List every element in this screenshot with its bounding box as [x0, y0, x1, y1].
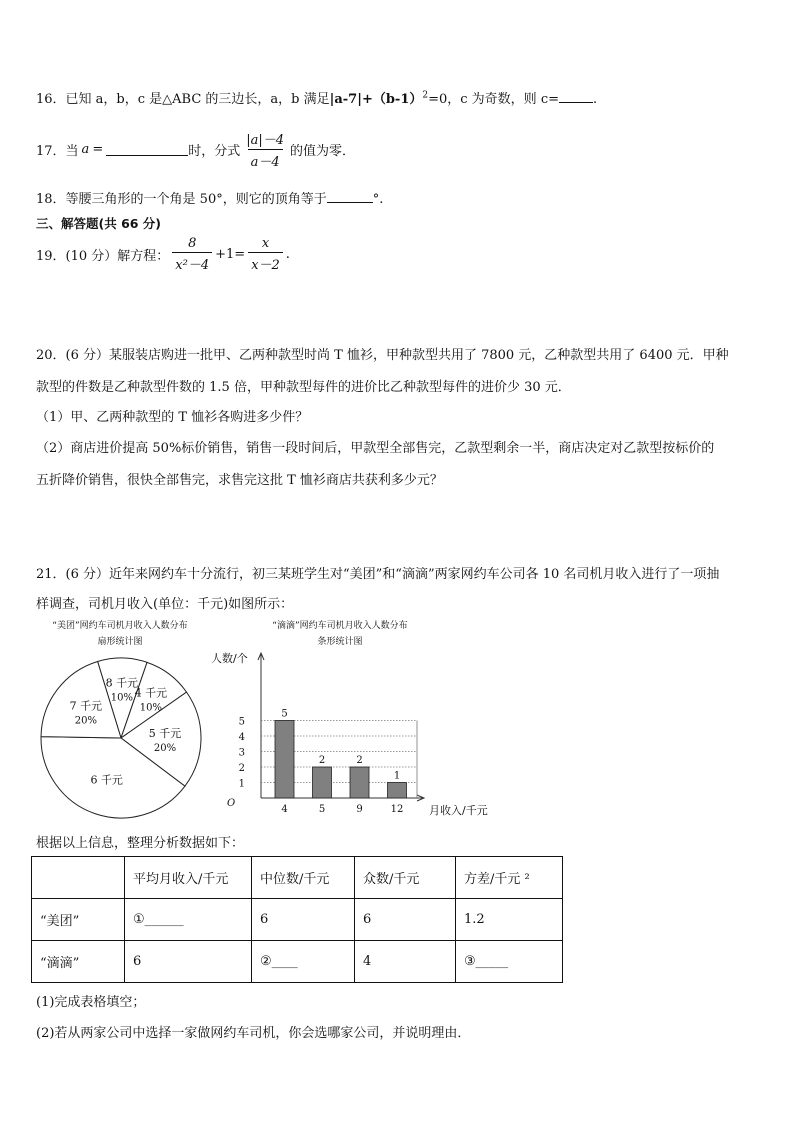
fraction: $\frac{x}{x-2}$ [248, 236, 283, 273]
table-header-cell: 平均月收入/千元 [125, 857, 252, 899]
bar-chart-subtitle: 条形统计图 [317, 637, 363, 647]
y-axis-label: 人数/个 [211, 652, 248, 665]
bar [313, 767, 332, 798]
table-cell[interactable]: ③_____ [456, 941, 563, 983]
section-heading: 三、解答题(共 66 分) [36, 216, 162, 231]
table-cell[interactable]: ①______ [125, 899, 252, 941]
table-header-cell: 中位数/千元 [252, 857, 355, 899]
data-table [31, 856, 563, 983]
answer-blank[interactable] [327, 202, 373, 203]
pie-chart [36, 650, 211, 820]
pie-slice-percent: 20% [153, 742, 177, 754]
table-header-row [32, 857, 563, 899]
table-row [32, 941, 563, 983]
abs-expression: |a-7|+（b-1） [329, 92, 423, 107]
question-18: 18．等腰三角形的一个角是 50°，则它的顶角等于 °. [36, 192, 384, 207]
question-21-line-1: 21．(6 分）近年来网约车十分流行，初三某班学生对“美团”和“滴滴”两家网约车公司各 10 名司机月收入进行了一项抽 [36, 567, 720, 582]
x-tick-label: 4 [281, 804, 288, 815]
question-20-part-2: （2）商店进价提高 50%标价销售，销售一段时间后，甲款型全部售完，乙款型剩余一半，商店决定对乙款型按标价的 [36, 441, 715, 456]
table-cell: 1.2 [456, 899, 563, 941]
bar-value-label: 2 [356, 755, 363, 766]
question-16: 16．已知 a，b，c 是△ABC 的三边长，a，b 满足$|a-7|+(b-1)^2=0$，c 为奇数，则 c= . [36, 90, 598, 107]
x-tick-label: 12 [390, 804, 404, 815]
bar-value-label: 2 [318, 755, 326, 766]
pie-slice-label: 7 千元 [69, 699, 103, 713]
y-tick-label: 5 [238, 716, 245, 728]
pie-slice-label: 5 千元 [148, 726, 182, 740]
y-tick-label: 3 [238, 747, 245, 759]
fraction: $\frac{|a|-4}{a-4}$ [246, 132, 285, 170]
question-20-line-2: 款型的件数是乙种款型件数的 1.5 倍，甲种款型每件的进价比乙种款型每件的进价少 30 元． [36, 380, 571, 395]
table-row [32, 899, 563, 941]
bar-chart-title: “滴滴”网约车司机月收入人数分布 [272, 621, 408, 631]
bar [388, 783, 407, 799]
table-cell: “美团” [32, 899, 125, 941]
question-19: 19．(10 分）解方程： $\frac{8}{\text{x²－4}}$ +1= $\frac{x}{x-2}$ . [36, 235, 290, 273]
question-21-part-2: (2)若从两家公司中选择一家做网约车司机，你会选哪家公司，并说明理由． [36, 1026, 471, 1041]
table-header-cell: 众数/千元 [355, 857, 456, 899]
pie-slice-percent: 10% [139, 702, 163, 714]
y-tick-label: 1 [238, 778, 245, 790]
y-tick-label: 4 [238, 732, 245, 743]
table-cell: “滴滴” [32, 941, 125, 983]
question-20-line-1: 20．(6 分）某服装店购进一批甲、乙两种款型时尚 T 恤衫，甲种款型共用了 7800 元，乙种款型共用了 6400 元．甲种 [36, 348, 729, 363]
answer-blank[interactable] [559, 102, 593, 103]
pie-chart-title: “美团”网约车司机月收入人数分布 [52, 621, 188, 631]
bar-chart [205, 648, 505, 828]
answer-blank[interactable] [106, 155, 188, 156]
question-21-part-1: (1)完成表格填空； [36, 995, 146, 1010]
pie-slice-percent: 20% [74, 715, 98, 727]
fraction: $\frac{8}{\text{x²－4}}$ [172, 236, 212, 273]
table-cell: 6 [125, 941, 252, 983]
x-tick-label: 5 [318, 804, 326, 815]
table-header-cell: 方差/千元 ² [456, 857, 563, 899]
table-header-cell [32, 857, 125, 899]
question-20-part-2-cont: 五折降价销售，很快全部售完，求售完这批 T 恤衫商店共获利多少元？ [36, 473, 443, 488]
question-20-part-1: （1）甲、乙两种款型的 T 恤衫各购进多少件？ [36, 410, 309, 425]
table-cell[interactable]: ②____ [252, 941, 355, 983]
origin-label: O [227, 798, 236, 809]
x-axis-label: 月收入/千元 [429, 804, 488, 817]
table-cell: 4 [355, 941, 456, 983]
table-cell: 6 [252, 899, 355, 941]
bar-value-label: 5 [281, 708, 288, 720]
bar-value-label: 1 [393, 770, 401, 782]
question-21-line-2: 样调查，司机月收入(单位：千元)如图所示： [36, 597, 294, 612]
bar [275, 721, 294, 799]
pie-slice-label: 8 千元 [105, 676, 139, 690]
pie-slice-label: 6 千元 [90, 773, 123, 787]
analysis-intro: 根据以上信息，整理分析数据如下： [36, 836, 245, 851]
pie-slice-label: 4 千元 [134, 686, 168, 700]
x-tick-label: 9 [356, 804, 363, 815]
question-17: 17．当 a = 时，分式 $\frac{|a|-4}{a-4}$ 的值为零． [36, 128, 355, 170]
bar [350, 767, 369, 798]
table-cell: 6 [355, 899, 456, 941]
pie-chart-subtitle: 扇形统计图 [97, 637, 143, 647]
y-tick-label: 2 [238, 763, 245, 774]
pie-slice-percent: 10% [110, 692, 134, 704]
